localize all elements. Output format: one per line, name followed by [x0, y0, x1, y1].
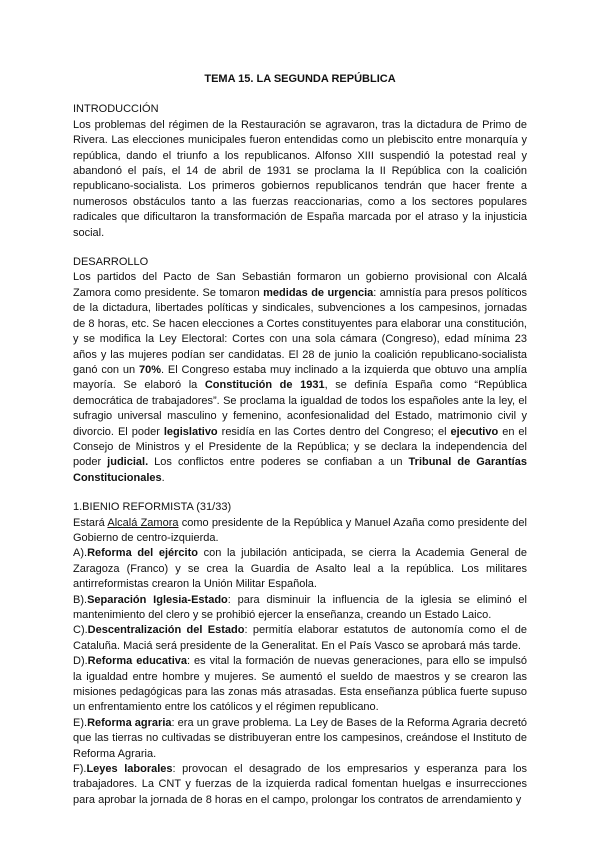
desarrollo-text-2: : amnistía para presos políticos de la dictadura, libertades políticas y sindicales, subvenciones a los campesinos, jornadas de 8 horas, etc. Se hacen elecciones a Cortes constituyentes para elaborar una constitución, y se modifica la Ley Electoral: Cortes con una sola cámara (Congreso), edad mínima 23 años y las mujeres podían ser candidatas. El 28 de junio la coalición republicano-socialista ganó con un — [73, 286, 527, 376]
item-e-text: : era un grave problema. La Ley de Bases de la Reforma Agraria decretó que las tierras no cultivadas se distribuyeran entre los campesinos, creándose el Instituto de Reforma Agraria. — [73, 716, 527, 760]
medidas-urgencia-bold: medidas de urgencia — [263, 286, 374, 299]
legislativo-bold: legislativo — [163, 425, 218, 438]
alcala-zamora-underline: Alcalá Zamora — [107, 516, 179, 529]
item-b-bold: Separación Iglesia-Estado — [87, 593, 228, 606]
item-d-paragraph — [73, 654, 527, 716]
intro-heading: INTRODUCCIÓN — [73, 103, 159, 116]
desarrollo-heading: DESARROLLO — [73, 256, 149, 269]
desarrollo-text-4: , se definía España como “República democrática de trabajadores”. Se proclama la igualdad de todos los españoles ante la ley, el sufragio universal masculino y femenino, aconfesionalidad del Estado, matrimonio civil y divorcio. El poder — [73, 379, 527, 438]
desarrollo-text-6: en el Consejo de Ministros y el Presidente de la República; y se declara la independencia del poder — [73, 425, 527, 469]
item-e-bold: Reforma agraria — [87, 716, 172, 729]
item-a-text: con la jubilación anticipada, se cierra la Academia General de Zaragoza (Franco) y se crea la Guardia de Asalto leal a la república. Los militares antirreformistas crearon la Unión Militar Española. — [73, 547, 527, 591]
ejecutivo-bold: ejecutivo — [450, 425, 499, 438]
bienio-intro-post: como presidente de la República y Manuel Azaña como presidente del Gobierno de centro-izquierda. — [73, 516, 527, 544]
intro-paragraph: Los problemas del régimen de la Restauración se agravaron, tras la dictadura de Primo de Rivera. Las elecciones municipales fueron entendidas como un plebiscito entre monarquía y república, dando el triunfo a los republicanos. Alfonso XIII suspendió la potestad real y abandonó el país, el 14 de abril de 1931 se proclama la II República con la coalición republicano-socialista. Los primeros gobiernos republicanos tendrán que hacer frente a numerosos obstáculos tanto a las fuerzas reaccionarias, como a los sectores populares radicales que dificultaron la transformación de España marcada por el atraso y la injusticia social. — [73, 118, 527, 239]
bienio-intro-pre: Estará — [73, 516, 108, 529]
item-c-paragraph — [73, 623, 527, 654]
item-b-text: : para disminuir la influencia de la iglesia se eliminó el mantenimiento del clero y se prohibió ejercer la enseñanza, creando un Estado Laico. — [73, 593, 527, 621]
document-title: TEMA 15. LA SEGUNDA REPÚBLICA — [204, 73, 396, 85]
item-e-paragraph — [73, 716, 527, 762]
item-c-marker: C). — [73, 624, 88, 637]
item-a-paragraph — [73, 546, 527, 592]
desarrollo-text-7: Los conflictos entre poderes se confiaban a un — [148, 456, 409, 469]
desarrollo-paragraph — [73, 270, 527, 486]
desarrollo-text-5: residía en las Cortes dentro del Congreso; el — [217, 425, 451, 438]
desarrollo-text-1: Los partidos del Pacto de San Sebastián formaron un gobierno provisional con Alcalá Zamora como presidente. Se tomaron — [73, 271, 527, 299]
item-c-text: : permitía elaborar estatutos de autonomía como el de Cataluña. Maciá será presidente de la Generalitat. En el País Vasco se aprobará más tarde. — [73, 624, 527, 652]
percentage-bold: 70% — [138, 363, 162, 376]
item-f-paragraph — [73, 762, 527, 808]
item-a-bold: Reforma del ejército — [87, 547, 198, 560]
desarrollo-text-8: . — [161, 471, 165, 484]
item-b-paragraph — [73, 593, 527, 624]
item-f-bold: Leyes laborales — [86, 763, 173, 776]
item-a-marker: A). — [73, 547, 88, 560]
item-d-bold: Reforma educativa — [87, 655, 187, 668]
item-b-marker: B). — [73, 593, 88, 606]
tribunal-bold: Tribunal de Garantías Constitucionales — [73, 456, 527, 484]
item-d-marker: D). — [73, 655, 88, 668]
desarrollo-text-3: . El Congreso estaba muy inclinado a la izquierda que obtuvo una amplía mayoría. Se elaboró la — [73, 363, 527, 392]
constitucion-bold: Constitución de 1931 — [204, 379, 325, 392]
item-e-marker: E). — [73, 716, 88, 729]
item-d-text: : es vital la formación de nuevas generaciones, para ello se impulsó la igualdad entre hombre y mujeres. Se aumentó el sueldo de maestros y se crearon las misiones pedagógicas para las zonas más atrasadas. Esta enseñanza pública fuerte supuso un enfrentamiento entre los católicos y el régimen republicano. — [73, 655, 527, 714]
bienio-intro-paragraph — [73, 516, 527, 547]
item-f-text: : provocan el desagrado de los empresarios y esperanza para los trabajadores. La CNT y fuerzas de la izquierda radical fomentan huelgas e insurrecciones para aprobar la jornada de 8 horas en el campo, prolongar los contratos de arrendamiento y — [73, 763, 527, 806]
document-page — [73, 72, 527, 808]
bienio-heading: 1.BIENIO REFORMISTA (31/33) — [73, 501, 232, 514]
judicial-bold: judicial. — [107, 456, 149, 469]
item-f-marker: F). — [73, 763, 87, 776]
item-c-bold: Descentralización del Estado — [87, 624, 245, 637]
